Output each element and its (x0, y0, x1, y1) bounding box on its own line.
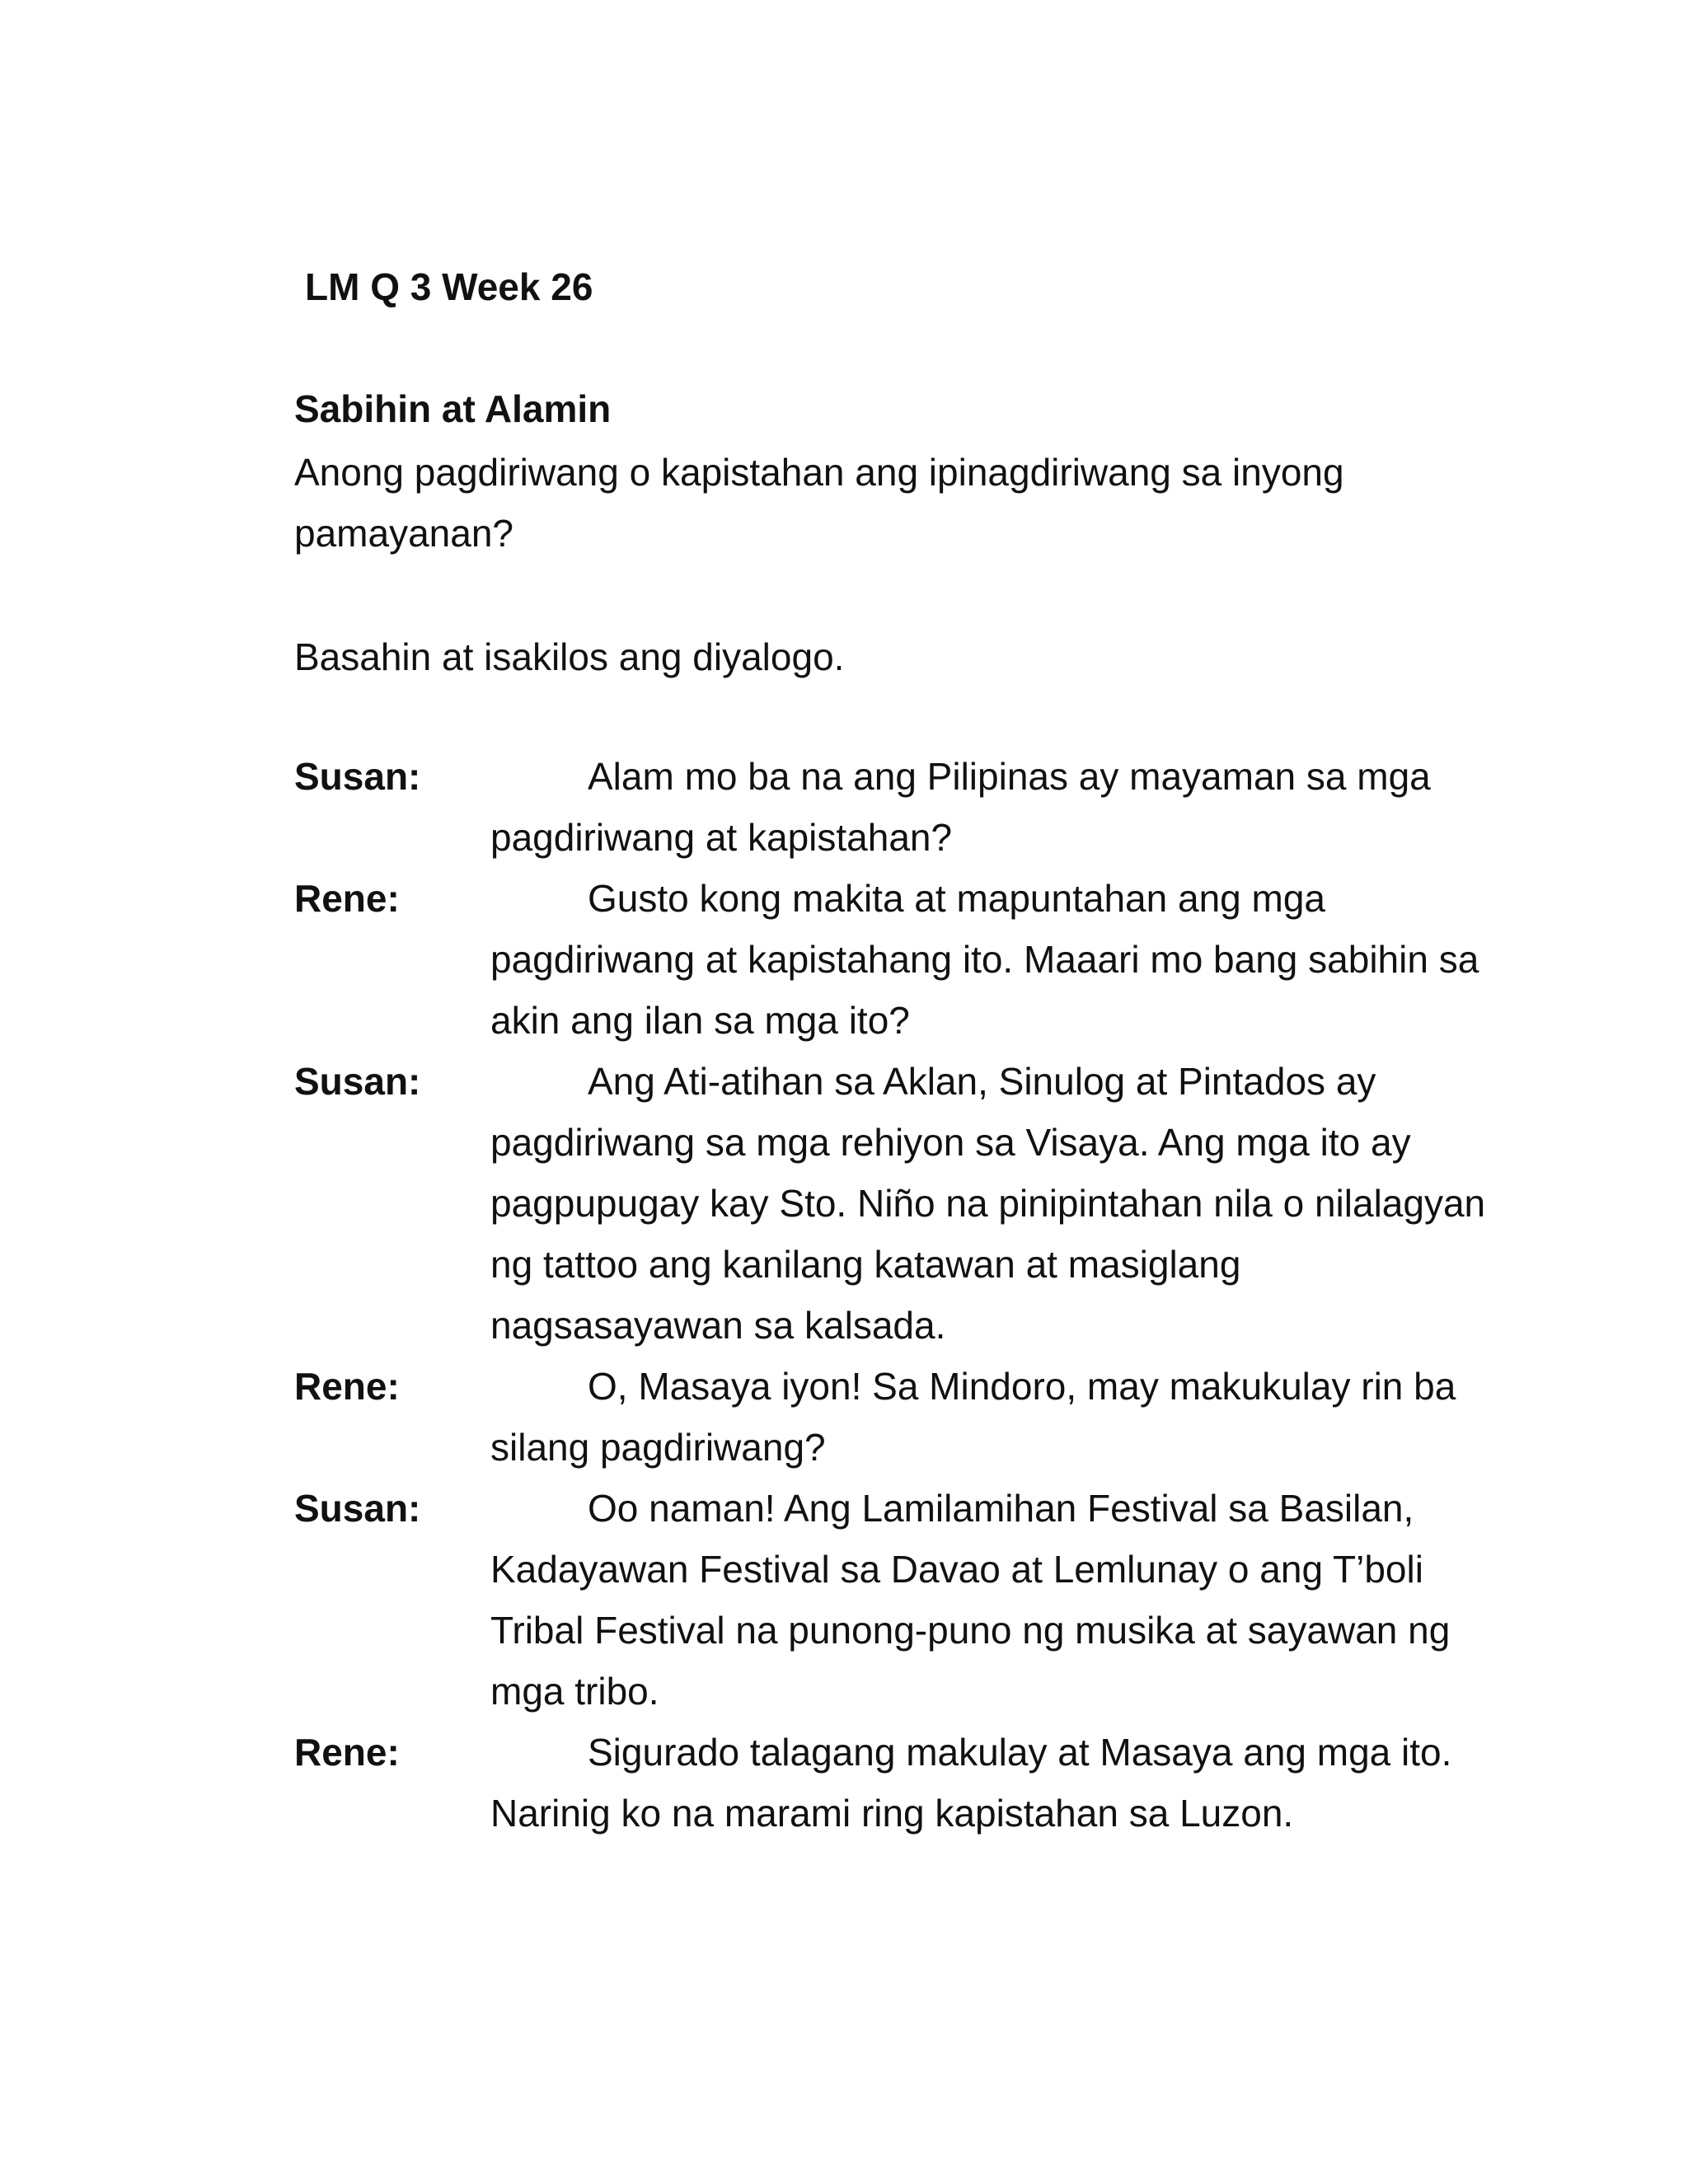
dialogue-turn (294, 1478, 1531, 1722)
instruction-text: Basahin at isakilos ang diyalogo. (294, 635, 845, 678)
dialogue-line: O, Masaya iyon! Sa Mindoro, may makukulay rin ba silang pagdiriwang? (490, 1365, 1456, 1469)
speaker-label: Susan: (294, 1487, 421, 1530)
dialogue-line: Sigurado talagang makulay at Masaya ang mga ito. Narinig ko na marami ring kapistahan sa Luzon. (490, 1731, 1452, 1835)
section-heading: Sabihin at Alamin (294, 387, 612, 430)
question-text: Anong pagdiriwang o kapistahan ang ipinagdiriwang sa inyong pamayanan? (294, 451, 1344, 555)
dialogue-turn (294, 1356, 1531, 1478)
speaker-label: Susan: (294, 755, 421, 798)
dialogue-turn (294, 1051, 1531, 1356)
dialogue-line: Ang Ati-atihan sa Aklan, Sinulog at Pintados ay pagdiriwang sa mga rehiyon sa Visaya. Ang mga ito ay pagpupugay kay Sto. Niño na pinipintahan nila o nilalagyan ng tattoo ang kanilang katawan at masiglang nagsasayawan sa kalsada. (490, 1060, 1486, 1347)
dialogue-line: Oo naman! Ang Lamilamihan Festival sa Basilan, Kadayawan Festival sa Davao at Lemlunay o ang T’boli Tribal Festival na punong-puno ng musika at sayawan ng mga tribo. (490, 1487, 1451, 1713)
dialogue (294, 746, 1531, 1844)
dialogue-turn (294, 746, 1531, 868)
dialogue-turn (294, 868, 1531, 1051)
speaker-label: Rene: (294, 877, 400, 920)
speaker-label: Rene: (294, 1365, 400, 1408)
document-title: LM Q 3 Week 26 (305, 265, 593, 308)
dialogue-turn (294, 1722, 1531, 1844)
dialogue-line: Gusto kong makita at mapuntahan ang mga pagdiriwang at kapistahang ito. Maaari mo bang sabihin sa akin ang ilan sa mga ito? (490, 877, 1479, 1042)
speaker-label: Rene: (294, 1731, 400, 1774)
dialogue-line: Alam mo ba na ang Pilipinas ay mayaman sa mga pagdiriwang at kapistahan? (490, 755, 1431, 859)
speaker-label: Susan: (294, 1060, 421, 1103)
